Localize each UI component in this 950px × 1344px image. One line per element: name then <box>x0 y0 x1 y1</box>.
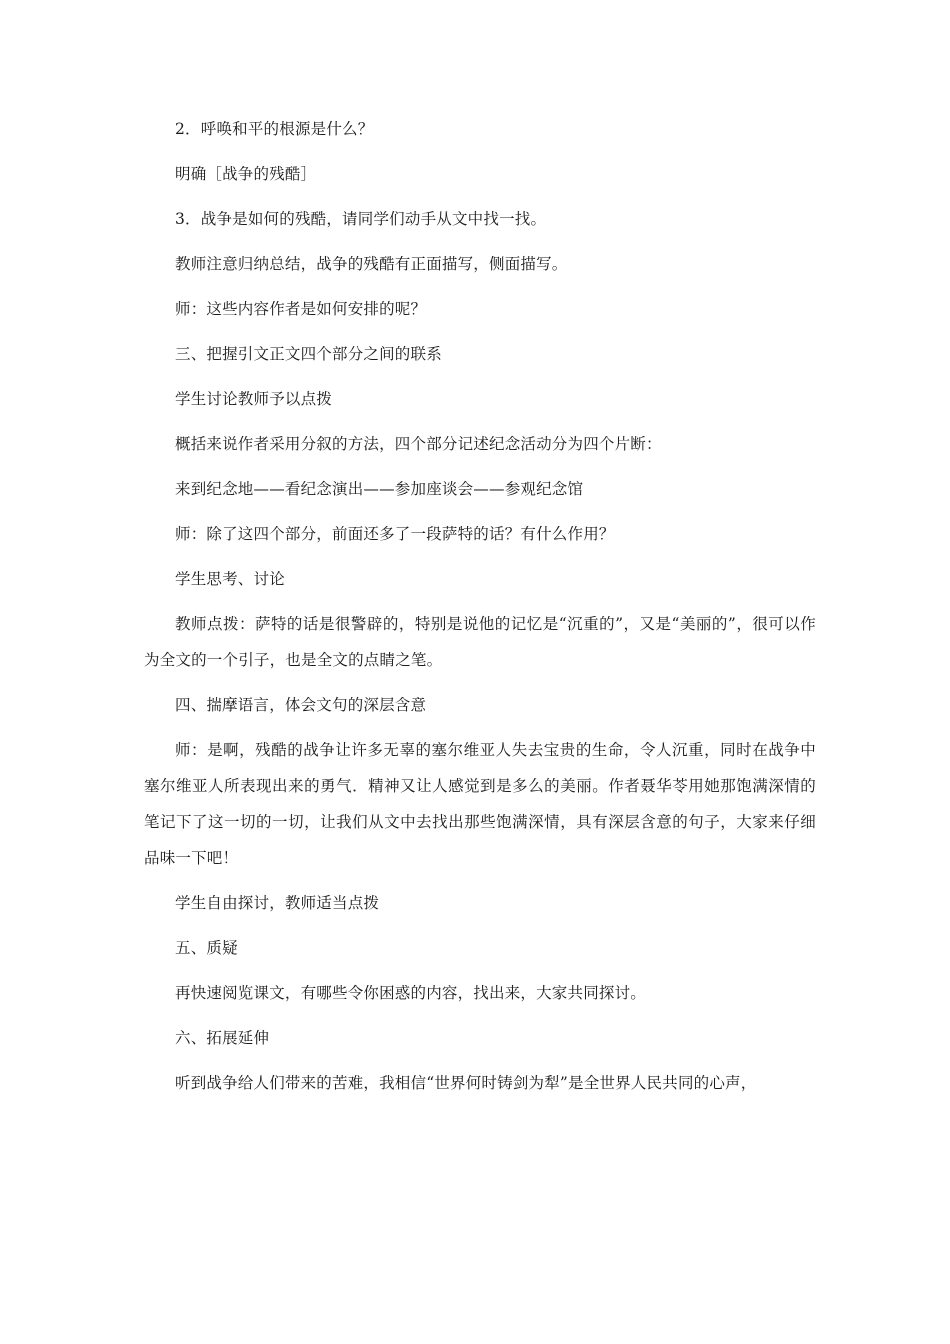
paragraph-student-explore: 学生自由探讨，教师适当点拨 <box>175 894 380 912</box>
section-heading-5: 五、质疑 <box>175 939 238 957</box>
paragraph-teacher-guidance: 教师点拨：萨特的话是很警辟的，特别是说他的记忆是“沉重的”，又是“美丽的”，很可以作为全文的一个引子，也是全文的点睛之笔。 <box>144 615 816 669</box>
paragraph-teacher-long: 师：是啊，残酷的战争让许多无辜的塞尔维亚人失去宝贵的生命，令人沉重，同时在战争中塞尔维亚人所表现出来的勇气．精神又让人感觉到是多么的美丽。作者聂华苓用她那饱满深情的笔记下了这一切的一切，让我们从文中去找出那些饱满深情，具有深层含意的句子，大家来仔细品味一下吧！ <box>144 741 816 867</box>
paragraph-teacher-question-2: 师：除了这四个部分，前面还多了一段萨特的话？有什么作用？ <box>175 525 615 543</box>
section-heading-3: 三、把握引文正文四个部分之间的联系 <box>175 345 442 363</box>
paragraph-summary: 概括来说作者采用分叙的方法，四个部分记述纪念活动分为四个片断： <box>175 435 662 453</box>
paragraph-answer: 明确［战争的残酷］ <box>175 165 317 183</box>
document-page <box>144 118 816 1117</box>
paragraph-sequence: 来到纪念地——看纪念演出——参加座谈会——参观纪念馆 <box>175 480 584 498</box>
paragraph-student-thinking: 学生思考、讨论 <box>175 570 285 588</box>
paragraph-extension: 听到战争给人们带来的苦难，我相信“世界何时铸剑为犁”是全世界人民共同的心声， <box>175 1074 757 1092</box>
paragraph-student-discussion: 学生讨论教师予以点拨 <box>175 390 333 408</box>
section-heading-6: 六、拓展延伸 <box>175 1029 270 1047</box>
paragraph-teacher-question: 师：这些内容作者是如何安排的呢？ <box>175 300 427 318</box>
paragraph-question-3: 3．战争是如何的残酷，请同学们动手从文中找一找。 <box>175 210 547 228</box>
section-heading-4: 四、揣摩语言，体会文句的深层含意 <box>175 696 427 714</box>
paragraph-question-2: 2．呼唤和平的根源是什么？ <box>175 120 374 138</box>
paragraph-teacher-summary: 教师注意归纳总结，战争的残酷有正面描写，侧面描写。 <box>175 255 568 273</box>
paragraph-reread: 再快速阅览课文，有哪些令你困惑的内容，找出来，大家共同探讨。 <box>175 984 647 1002</box>
